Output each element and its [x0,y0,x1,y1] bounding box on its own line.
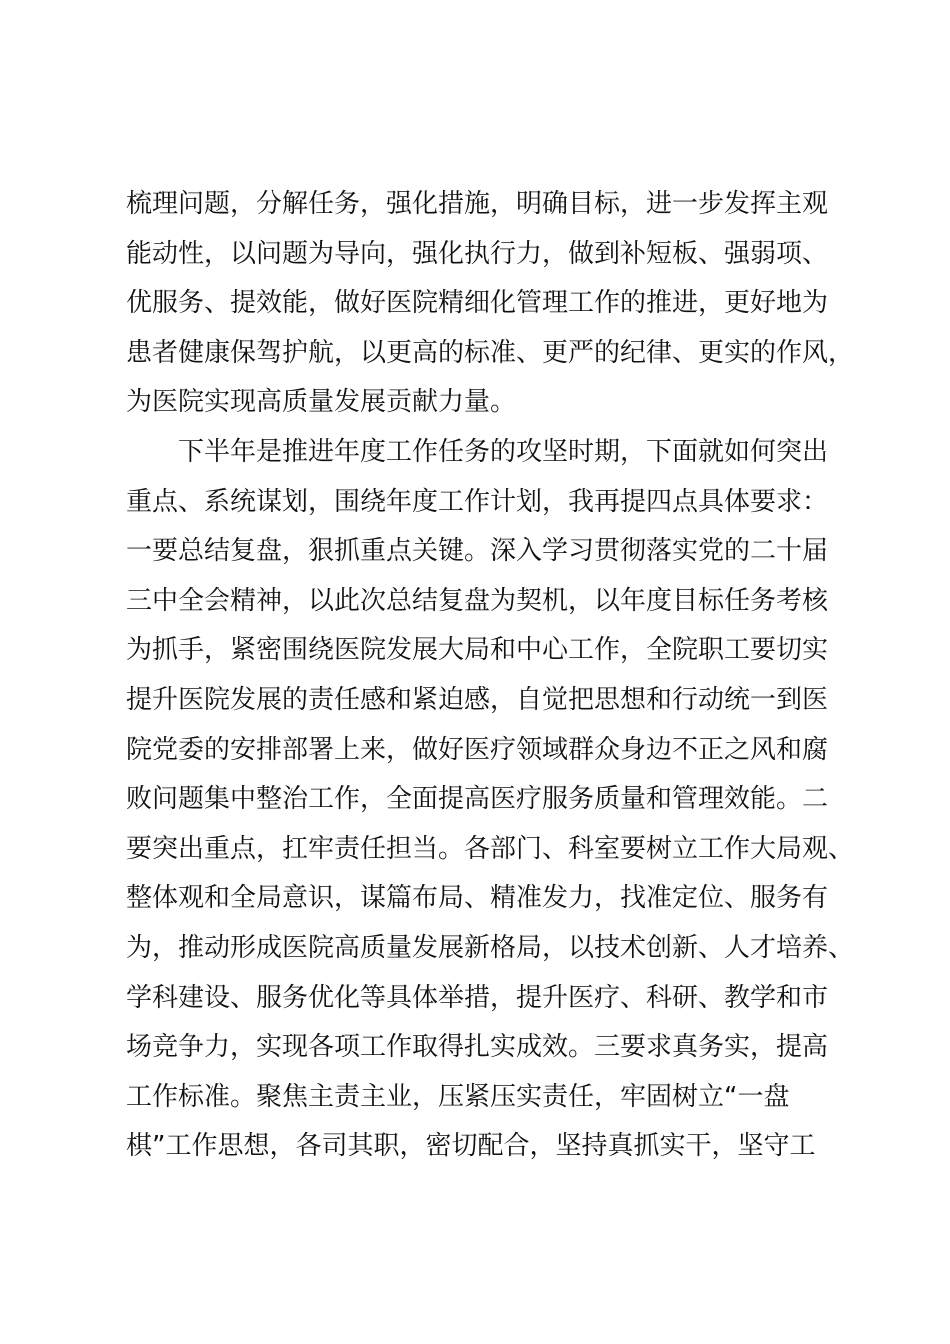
text-line: 三中全会精神，以此次总结复盘为契机，以年度目标任务考核 [126,585,829,616]
text-line: 重点、系统谋划，围绕年度工作计划，我再提四点具体要求： [126,486,829,517]
text-line: 梳理问题，分解任务，强化措施，明确目标，进一步发挥主观 [126,189,829,219]
text-line: 提升医院发展的责任感和紧迫感，自觉把思想和行动统一到医 [126,684,829,715]
text-line: 工作标准。聚焦主责主业，压紧压实责任，牢固树立“一盘 [126,1081,790,1112]
text-line: 能动性，以问题为导向，强化执行力，做到补短板、强弱项、 [126,238,829,269]
text-line: 优服务、提效能，做好医院精细化管理工作的推进，更好地为 [126,288,829,319]
paragraph-1 [126,180,855,428]
text-line: 棋”工作思想，各司其职，密切配合，坚持真抓实干，坚守工 [126,1131,816,1162]
text-line: 败问题集中整治工作，全面提高医疗服务质量和管理效能。二 [126,784,829,815]
paragraph-2 [126,428,855,1172]
text-line: 为抓手，紧密围绕医院发展大局和中心工作，全院职工要切实 [126,635,829,666]
text-line: 院党委的安排部署上来，做好医疗领域群众身边不正之风和腐 [126,734,829,765]
text-line: 学科建设、服务优化等具体举措，提升医疗、科研、教学和市 [126,982,829,1013]
text-line: 场竞争力，实现各项工作取得扎实成效。三要求真务实，提高 [126,1032,829,1063]
document-body [126,180,855,1172]
text-line: 整体观和全局意识，谋篇布局、精准发力，找准定位、服务有 [126,883,829,914]
text-line: 为医院实现高质量发展贡献力量。 [126,387,517,418]
text-line: 一要总结复盘，狠抓重点关键。深入学习贯彻落实党的二十届 [126,536,829,567]
text-line: 为，推动形成医院高质量发展新格局，以技术创新、人才培养、 [126,932,855,963]
text-line: 下半年是推进年度工作任务的攻坚时期，下面就如何突出 [178,436,829,467]
text-line: 要突出重点，扛牢责任担当。各部门、科室要树立工作大局观、 [126,833,855,864]
text-line: 患者健康保驾护航，以更高的标准、更严的纪律、更实的作风， [126,337,855,368]
